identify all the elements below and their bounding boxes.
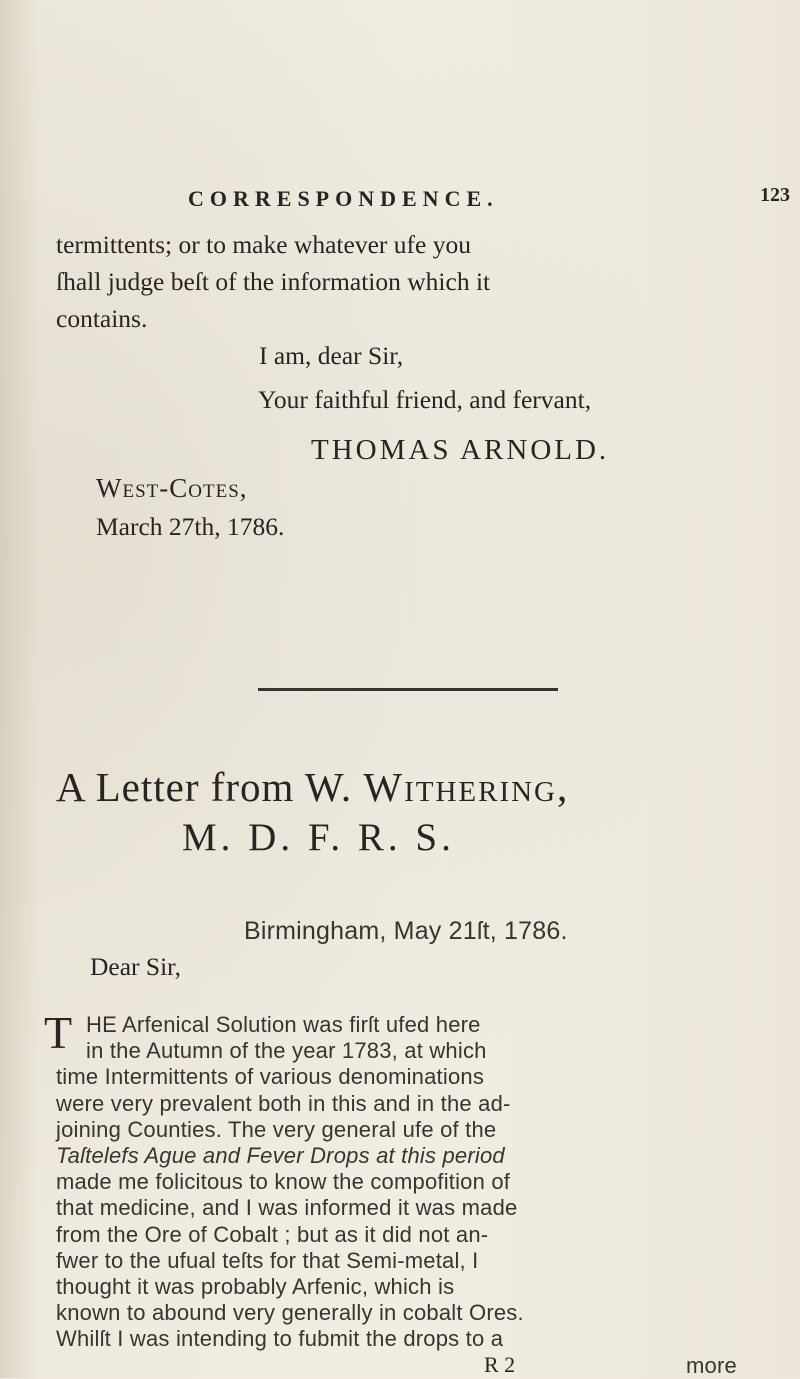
closing-valediction: Your faithful friend, and fervant, — [258, 385, 592, 414]
closing-salutation: I am, dear Sir, — [259, 341, 404, 370]
closing-line: termittents; or to make whatever ufe you — [56, 230, 471, 259]
letter-line: made me folicitous to know the compofition of — [56, 1169, 511, 1195]
letter-line: known to abound very generally in cobalt Ores. — [56, 1300, 524, 1326]
page-number: 123 — [760, 184, 790, 206]
closing-line: contains. — [56, 304, 148, 333]
letter-credentials: M. D. F. R. S. — [182, 816, 455, 859]
letter-line: HE Arfenical Solution was firſt ufed here — [86, 1012, 481, 1037]
signature-date: March 27th, 1786. — [96, 512, 285, 541]
letter-line: were very prevalent both in this and in the ad- — [56, 1090, 511, 1116]
section-divider — [258, 688, 558, 691]
running-header: CORRESPONDENCE. — [188, 186, 499, 211]
signature-mark: R 2 — [484, 1351, 516, 1377]
letter-line: thought it was probably Arfenic, which is — [56, 1274, 455, 1299]
letter-title-prefix: A Letter from W. — [56, 764, 364, 810]
letter-line: fwer to the ufual teſts for that Semi-metal, I — [56, 1247, 479, 1273]
letter-title — [56, 763, 569, 811]
drop-cap: T — [44, 1007, 73, 1058]
letter-line: in the Autumn of the year 1783, at which — [86, 1038, 487, 1064]
signature-place: West-Cotes, — [96, 473, 248, 503]
closing-line: ſhall judge beſt of the information which it — [56, 267, 491, 296]
letter-greeting: Dear Sir, — [90, 952, 182, 981]
letter-line: joining Counties. The very general ufe of the — [56, 1116, 497, 1142]
letter-place-date: Birmingham, May 21ſt, 1786. — [244, 917, 568, 945]
catchword: more — [686, 1352, 737, 1378]
letter-line: Taſtelefs Ague and Fever Drops at this period — [56, 1143, 505, 1168]
letter-line: Whilſt I was intending to fubmit the drops to a — [56, 1326, 504, 1352]
letter-line: from the Ore of Cobalt ; but as it did not an- — [56, 1221, 489, 1247]
letter-title-name: Withering, — [363, 764, 570, 810]
signature-name: THOMAS ARNOLD. — [311, 434, 610, 466]
letter-line: time Intermittents of various denominations — [56, 1064, 485, 1090]
letter-line: that medicine, and I was informed it was made — [56, 1195, 518, 1221]
